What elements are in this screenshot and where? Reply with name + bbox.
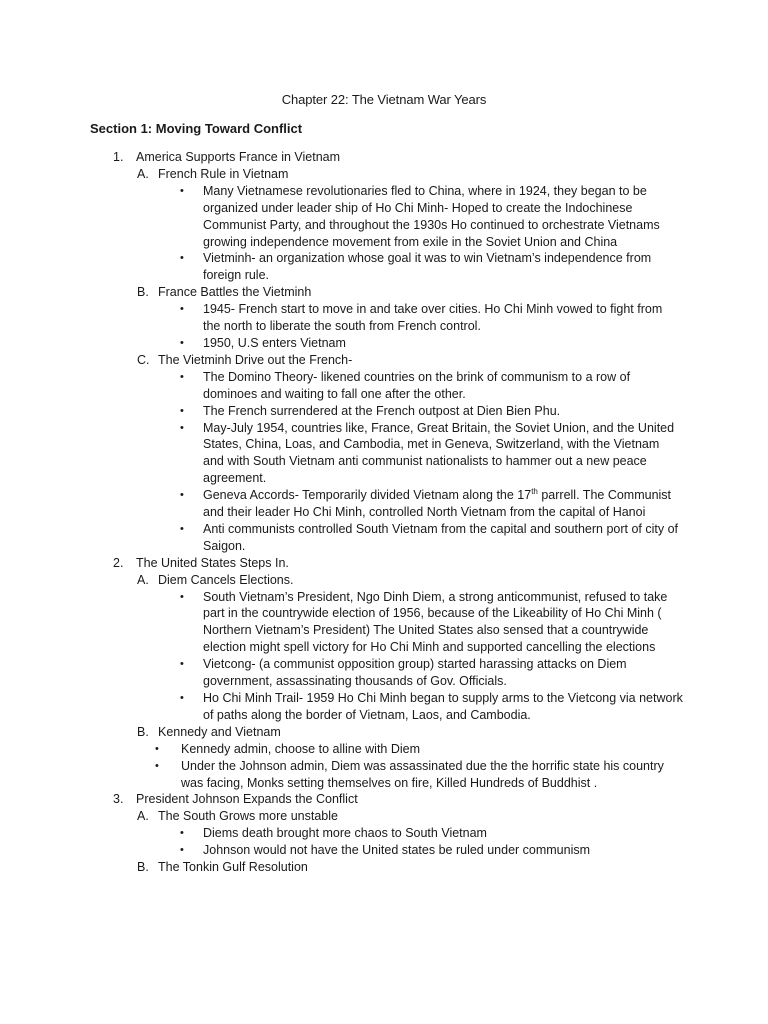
bullet-icon: •: [180, 184, 184, 197]
bullet-item: [0, 741, 768, 758]
bullet-item: [0, 420, 768, 488]
list-item: [0, 572, 768, 589]
bullet-text: Many Vietnamese revolutionaries fled to China, where in 1924, they began to be organized under leader ship of Ho Chi Minh- Hoped to create the Indochinese Communist Party, and throughout the 1930s Ho continued to orchestrate Vietnams growing independence movement from exile in the Soviet Union and China: [203, 183, 660, 249]
bullet-item: [0, 487, 768, 521]
bullet-item: [0, 403, 768, 420]
list-item: [0, 149, 768, 166]
item-letter: B.: [137, 860, 149, 875]
page-title: Chapter 22: The Vietnam War Years: [281, 92, 487, 107]
bullet-icon: •: [180, 522, 184, 535]
bullet-icon: •: [180, 336, 184, 349]
bullet-item: [0, 369, 768, 403]
bullet-icon: •: [180, 590, 184, 603]
item-text: Diem Cancels Elections.: [158, 572, 294, 587]
item-text: The Vietminh Drive out the French-: [158, 352, 353, 367]
bullet-icon: •: [180, 404, 184, 417]
bullet-text: Under the Johnson admin, Diem was assassinated due the the horrific state his country was facing, Monks setting themselves on fire, Killed Hundreds of Buddhist .: [181, 758, 664, 790]
item-text: The Tonkin Gulf Resolution: [158, 860, 308, 875]
item-number: 1.: [113, 150, 124, 164]
list-item: [0, 859, 768, 876]
bullet-text-part: parrell. The Communist and their leader Ho Chi Minh, controlled North Vietnam from the capital of Hanoi: [203, 488, 672, 520]
bullet-icon: •: [180, 303, 184, 316]
bullet-text: The Domino Theory- likened countries on the brink of communism to a row of dominoes and waiting to fall one after the other.: [203, 369, 631, 401]
bullet-text: Johnson would not have the United states be ruled under communism: [203, 843, 591, 858]
bullet-icon: •: [180, 692, 184, 704]
superscript: th: [531, 486, 538, 496]
bullet-text: Ho Chi Minh Trail- 1959 Ho Chi Minh began to supply arms to the Vietcong via network of paths along the border of Vietnam, Laos, and Cambodia.: [203, 691, 683, 722]
bullet-text: Vietcong- (a communist opposition group) started harassing attacks on Diem government, assassinating thousands of Gov. Officials.: [203, 657, 627, 689]
bullet-icon: •: [180, 844, 184, 857]
bullet-item: [0, 301, 768, 335]
bullet-text-part: Geneva Accords- Temporarily divided Vietnam along the 17: [203, 488, 532, 503]
bullet-item: [0, 589, 768, 657]
bullet-item: [0, 690, 768, 724]
section-heading: Section 1: Moving Toward Conflict: [90, 121, 303, 136]
bullet-item: [0, 250, 768, 284]
item-text: The United States Steps In.: [136, 555, 289, 570]
bullet-icon: •: [180, 252, 184, 265]
list-item: [0, 166, 768, 183]
list-item: [0, 724, 768, 741]
bullet-text: [0, 487, 683, 521]
list-item: [0, 555, 768, 572]
bullet-item: [0, 842, 768, 859]
bullet-text: May-July 1954, countries like, France, Great Britain, the Soviet Union, and the United States, China, Loas, and Cambodia, met in Geneva, Switzerland, with the Vietnam and with South Vietnam anti communist nationalists to hammer out a new peace agreement.: [203, 420, 675, 486]
bullet-text: Vietminh- an organization whose goal it was to win Vietnam’s independence from foreign rule.: [203, 251, 652, 283]
bullet-item: [0, 335, 768, 352]
item-text: Kennedy and Vietnam: [158, 724, 281, 739]
bullet-icon: •: [155, 759, 159, 772]
item-text: America Supports France in Vietnam: [136, 150, 341, 164]
bullet-item: [0, 183, 768, 251]
item-number: 2.: [113, 555, 124, 570]
bullet-item: [0, 825, 768, 842]
item-text: The South Grows more unstable: [158, 809, 338, 824]
list-item: [0, 808, 768, 825]
bullet-icon: •: [180, 489, 184, 502]
bullet-item: [0, 521, 768, 555]
bullet-icon: •: [180, 658, 184, 671]
list-item: [0, 791, 768, 808]
bullet-text: South Vietnam’s President, Ngo Dinh Diem, a strong anticommunist, refused to take part in the countrywide election of 1956, because of the Likeability of Ho Chi Minh ( Northern Vietnam’s President) The United States also sensed that a countrywide election might spell victory for Ho Chi Minh and supported cancelling the elections: [203, 589, 668, 655]
item-letter: A.: [137, 572, 149, 587]
bullet-text: Diems death brought more chaos to South Vietnam: [203, 826, 487, 841]
item-text: France Battles the Vietminh: [158, 285, 312, 300]
item-number: 3.: [113, 792, 124, 807]
item-letter: A.: [137, 166, 149, 181]
list-item: [0, 284, 768, 301]
bullet-icon: •: [155, 742, 159, 755]
bullet-icon: •: [180, 421, 184, 434]
item-text: President Johnson Expands the Conflict: [136, 792, 358, 807]
bullet-icon: •: [180, 827, 184, 840]
bullet-text: 1945- French start to move in and take over cities. Ho Chi Minh vowed to fight from the north to liberate the south from French control.: [203, 302, 663, 334]
bullet-text: 1950, U.S enters Vietnam: [203, 335, 346, 350]
item-letter: B.: [137, 285, 149, 300]
item-letter: C.: [137, 352, 150, 367]
bullet-item: [0, 656, 768, 690]
bullet-text: Kennedy admin, choose to alline with Diem: [181, 741, 421, 756]
item-letter: A.: [137, 809, 149, 824]
outline: [0, 149, 768, 876]
bullet-item: [0, 758, 768, 792]
item-letter: B.: [137, 724, 149, 739]
bullet-text: The French surrendered at the French outpost at Dien Bien Phu.: [203, 403, 561, 418]
bullet-icon: •: [180, 370, 184, 383]
list-item: [0, 352, 768, 369]
bullet-text: Anti communists controlled South Vietnam from the capital and southern port of city of Saigon.: [203, 521, 679, 553]
item-text: French Rule in Vietnam: [158, 166, 289, 181]
